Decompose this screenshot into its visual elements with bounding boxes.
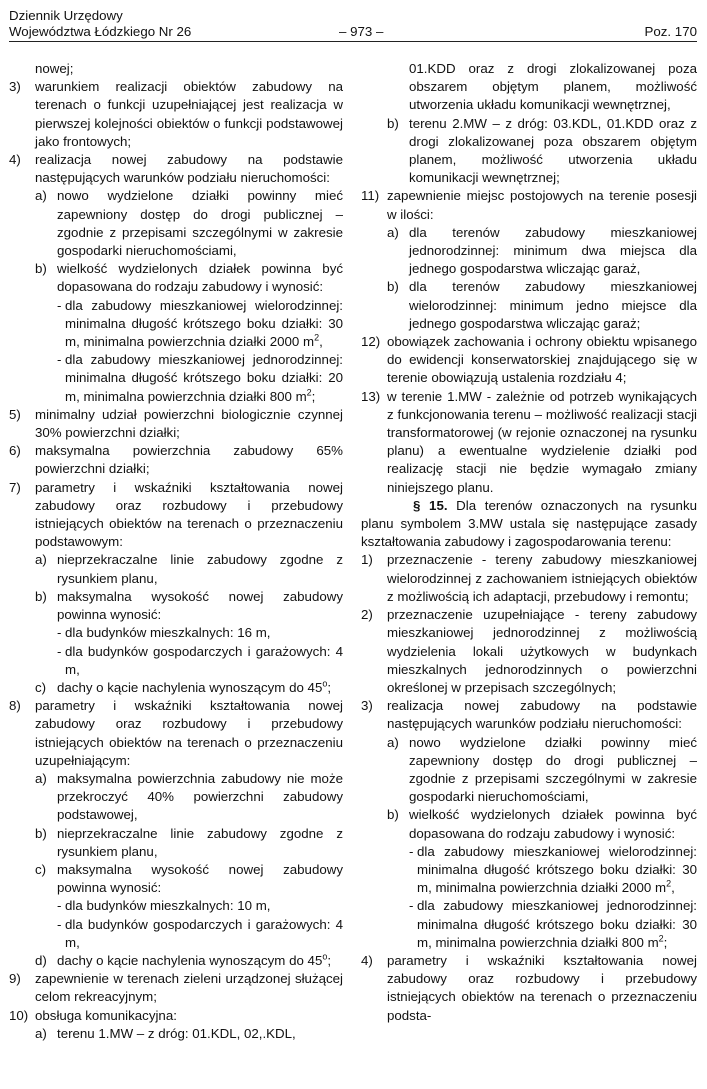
list-item-8a: a) maksymalna powierzchnia zabudowy nie może przekroczyć 40% powierzchni zabudowy podstawowej, <box>35 770 343 823</box>
continued-text: 01.KDD oraz z drogi zlokalizowanej poza obszarem objętym planem, możliwość utworzenia układu komunikacji wewnętrznej, <box>409 61 697 113</box>
list-item-12: 12) obowiązek zachowania i ochrony obiektu wpisanego do ewidencji konserwatorskiej znajdującego się w terenie obowiązują ustalenia rozdziału 4; <box>361 334 697 386</box>
list-item-4a: a) nowo wydzielone działki powinny mieć zapewniony dostęp do drogi publicznej – zgodnie z przepisami szczególnymi w zakresie gospodarki nieruchomościami, <box>35 188 343 259</box>
list-item-11: 11) zapewnienie miejsc postojowych na terenie posesji w ilości: <box>361 188 697 222</box>
list-item-4b-dash-1: - dla zabudowy mieszkaniowej wielorodzinnej: minimalna długość krótszego boku działki: 30 m, minimalna powierzchnia działki 2000 $m^2$, <box>57 297 343 350</box>
list-item-5: 5) minimalny udział powierzchni biologicznie czynnej 30% powierzchni działki; <box>9 406 343 441</box>
continued-text: nowej; <box>35 61 74 76</box>
list-item-9: 9) zapewnienie w terenach zieleni urządzonej służącej celom rekreacyjnym; <box>9 971 343 1005</box>
list-item-8c-dash-1: - dla budynków mieszkalnych: 10 m, <box>57 898 271 914</box>
list-item-7b-dash-2: - dla budynków gospodarczych i garażowych: 4 m, <box>57 643 343 677</box>
list-item-8b: b) nieprzekraczalne linie zabudowy zgodne z rysunkiem planu, <box>35 825 343 859</box>
list-item-8d: d) dachy o kącie nachylenia wynoszącym do 45$^o$; <box>35 951 332 968</box>
list-item-8c-dash-2: - dla budynków gospodarczych i garażowych: 4 m, <box>57 916 343 950</box>
page-header <box>9 8 697 40</box>
list-item-7b: b) maksymalna wysokość nowej zabudowy powinna wynosić: <box>35 588 343 623</box>
journal-title-line2: Województwa Łódzkiego Nr 26 <box>9 24 192 39</box>
list-item-7b-dash-1: - dla budynków mieszkalnych: 16 m, <box>57 625 271 641</box>
journal-title-line1: Dziennik Urzędowy <box>9 8 123 23</box>
list-item-s15-1: 1) przeznaczenie - tereny zabudowy mieszkaniowej wielorodzinnej z zachowaniem istniejących obiektów z możliwością ich adaptacji, przebudowy i remontu; <box>361 552 697 604</box>
list-item-s15-3b-dash-1: - dla zabudowy mieszkaniowej wielorodzinnej: minimalna długość krótszego boku działki: 30 m, minimalna powierzchnia działki 2000 $m^2$, <box>409 843 697 896</box>
list-item-10a: a) terenu 1.MW – z dróg: 01.KDL, 02,.KDL, <box>35 1025 296 1041</box>
list-item-s15-3b: b) wielkość wydzielonych działek powinna być dopasowana do rodzaju zabudowy i wynosić: <box>387 807 697 841</box>
list-item-11a: a) dla terenów zabudowy mieszkaniowej jednorodzinnej: minimum dwa miejsca dla jednego gospodarstwa wliczając garaż, <box>387 224 697 277</box>
list-item-11b: b) dla terenów zabudowy mieszkaniowej wielorodzinnej: minimum jedno miejsce dla jednego gospodarstwa wliczając garaż; <box>387 279 697 331</box>
list-item-3: 3) warunkiem realizacji obiektów zabudowy na terenach o funkcji uzupełniającej jest realizacja w pierwszej kolejności obiektów o funkcji podstawowej jako frontowych; <box>9 79 343 149</box>
list-item-4b: b) wielkość wydzielonych działek powinna być dopasowana do rodzaju zabudowy i wynosić: <box>35 261 343 295</box>
list-item-s15-3a: a) nowo wydzielone działki powinny mieć zapewniony dostęp do drogi publicznej – zgodnie z przepisami szczególnymi w zakresie gospodarki nieruchomościami, <box>387 734 697 805</box>
list-item-4: 4) realizacja nowej zabudowy na podstawie następujących warunków podziału nieruchomości: <box>9 152 343 186</box>
list-item-6: 6) maksymalna powierzchnia zabudowy 65% powierzchni działki; <box>9 443 343 477</box>
list-item-13: 13) w terenie 1.MW - zależnie od potrzeb wynikających z funkcjonowania terenu – możliwość realizacji stacji transformatorowej (w rejonie oznaczonej na rysunku planu) a ewentualne wydzielenie działki pod realizację stacji nie będzie wymagało zmiany niniejszego planu. <box>361 388 697 495</box>
section-15-paragraph: § 15. Dla terenów oznaczonych na rysunku planu symbolem 3.MW ustala się następujące zasady kształtowania zabudowy i zagospodarowania terenu: <box>361 497 697 550</box>
page-number: – 973 – <box>339 24 384 39</box>
list-item-s15-3b-dash-2: - dla zabudowy mieszkaniowej jednorodzinnej: minimalna długość krótszego boku działki: 30 m, minimalna powierzchnia działki 800 $m^2$; <box>409 898 697 950</box>
list-item-8c: c) maksymalna wysokość nowej zabudowy powinna wynosić: <box>35 861 343 896</box>
list-item-7: 7) parametry i wskaźniki kształtowania nowej zabudowy oraz rozbudowy i przebudowy istniejących obiektów na terenach o przeznaczeniu podstawowym: <box>9 479 343 550</box>
position-number: Poz. 170 <box>644 24 697 39</box>
header-divider <box>9 41 697 42</box>
list-item-s15-2: 2) przeznaczenie uzupełniające - tereny zabudowy mieszkaniowej jednorodzinnej z możliwością wydzielenia lokali użytkowych w budynkach mieszkalnych jednorodzinnych o powierzchni określonej w przepisach szczególnych; <box>361 607 697 695</box>
section-label: § 15. <box>413 497 448 513</box>
list-item-7a: a) nieprzekraczalne linie zabudowy zgodne z rysunkiem planu, <box>35 552 343 586</box>
list-item-s15-3: 3) realizacja nowej zabudowy na podstawie następujących warunków podziału nieruchomości: <box>361 698 697 732</box>
right-column <box>361 60 697 1025</box>
left-column <box>9 60 343 1043</box>
list-item-8: 8) parametry i wskaźniki kształtowania nowej zabudowy oraz rozbudowy i przebudowy istniejących obiektów na terenach o przeznaczeniu uzupełniającym: <box>9 698 343 768</box>
list-item-4b-dash-2: - dla zabudowy mieszkaniowej jednorodzinnej: minimalna długość krótszego boku działki: 20 m, minimalna powierzchnia działki 800 $m^2$; <box>57 352 343 404</box>
list-item-10b: b) terenu 2.MW – z dróg: 03.KDL, 01.KDD oraz z drogi zlokalizowanej poza obszarem objętym planem, możliwość utworzenia układu komunikacji wewnętrznej; <box>387 115 697 186</box>
list-item-10: 10) obsługa komunikacyjna: <box>9 1007 177 1023</box>
list-item-s15-4: 4) parametry i wskaźniki kształtowania nowej zabudowy oraz rozbudowy i przebudowy istniejących obiektów na terenach o przeznaczeniu podsta- <box>361 952 697 1023</box>
list-item-7c: c) dachy o kącie nachylenia wynoszącym do 45$^o$; <box>35 678 332 695</box>
